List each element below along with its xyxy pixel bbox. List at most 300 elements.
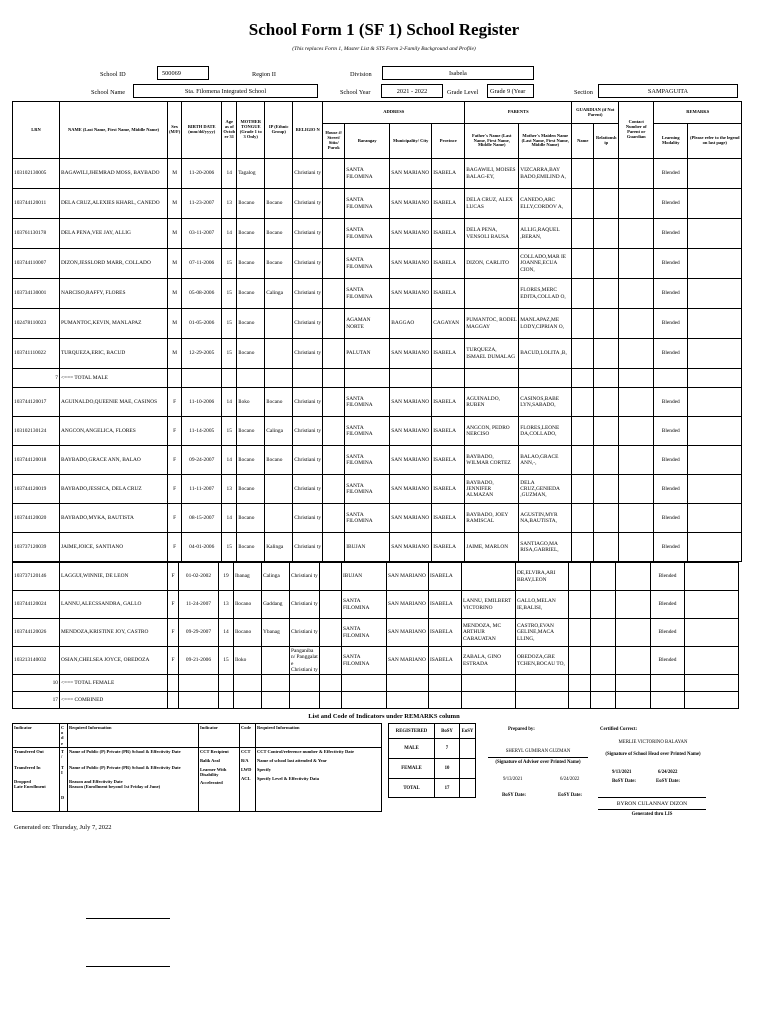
- cell-religion: Christiani ty: [293, 388, 323, 417]
- total-label: <=== TOTAL MALE: [60, 369, 168, 388]
- empty-cell: [219, 675, 234, 692]
- cell-contact: [619, 279, 654, 309]
- cell-lrn: 103744120024: [13, 591, 60, 619]
- cell-remarks: [688, 417, 742, 446]
- cell-birth: 07-11-2006: [182, 249, 222, 279]
- cell-lrn: 103737120146: [13, 563, 60, 591]
- empty-cell: [237, 369, 265, 388]
- cell-ip: [265, 339, 293, 369]
- counts-total-eosy: [460, 779, 476, 798]
- cell-mother: CASINOS,BABE LYN,SABADO,: [519, 388, 572, 417]
- ind-req-to: Name of Public (P) Private (PR) School & Effectivity Date: [69, 748, 181, 754]
- cell-g-name: [569, 619, 591, 647]
- cell-tongue: Ilocano: [237, 249, 265, 279]
- cell-modality: Blended: [654, 309, 688, 339]
- cell-contact: [619, 388, 654, 417]
- col-modality: Learning Modality: [654, 124, 688, 159]
- cell-birth: 01-05-2006: [182, 309, 222, 339]
- cell-lrn: 103744110007: [13, 249, 60, 279]
- cell-remarks: [685, 563, 739, 591]
- ind-code-cct: CCT: [241, 748, 251, 754]
- cell-lrn: 103734130001: [13, 279, 60, 309]
- cell-municipality: SAN MARIANO: [387, 563, 429, 591]
- counts-bosy-label: BoSY: [435, 724, 460, 739]
- cell-g-name: [569, 563, 591, 591]
- cell-name: PUMANTOC,KEVIN, MANLAPAZ: [60, 309, 168, 339]
- grade-level-label: Grade Level: [447, 89, 479, 96]
- cell-province: ISABELA: [432, 279, 465, 309]
- cell-remarks: [685, 619, 739, 647]
- empty-cell: [594, 369, 619, 388]
- cell-sex: F: [168, 446, 182, 475]
- cell-tongue: Ilocano: [234, 619, 262, 647]
- grade-level-value: Grade 9 (Year: [487, 84, 534, 98]
- student-row: [13, 563, 739, 591]
- student-row: [13, 189, 742, 219]
- ind-req-ti: Name of Public (P) Private (PR) School & Effectivity Date: [69, 764, 181, 770]
- cell-ip: Kalinga: [265, 533, 293, 562]
- empty-cell: [219, 692, 234, 709]
- cell-barangay: IBUJAN: [345, 533, 390, 562]
- total-row: [13, 675, 739, 692]
- col-age: Age as of Octob er 31: [222, 102, 237, 159]
- ind-accelerated: Accelerated: [200, 779, 223, 785]
- col-mother: Mother's Maiden Name (Last Name, First Name, Middle Name): [519, 124, 572, 159]
- cell-remarks: [688, 249, 742, 279]
- ind-h-required: Required Information: [68, 724, 199, 748]
- cell-barangay: SANTA FILOMINA: [342, 591, 387, 619]
- empty-cell: [465, 369, 519, 388]
- cell-sex: F: [168, 647, 179, 675]
- cell-ip: [265, 475, 293, 504]
- region-label: Region II: [252, 71, 276, 78]
- cell-birth: 05-08-2006: [182, 279, 222, 309]
- cell-ip: Ybanag: [262, 619, 290, 647]
- cell-religion: Christiani ty: [293, 249, 323, 279]
- cell-tongue: Ilocano: [237, 339, 265, 369]
- cell-tongue: Ilocano: [237, 309, 265, 339]
- cell-name: AGUINALDO,QUEENIE MAE, CASINOS: [60, 388, 168, 417]
- cell-barangay: SANTA FILOMINA: [342, 619, 387, 647]
- cell-g-name: [572, 339, 594, 369]
- ind-h-indicator: Indicator: [13, 724, 60, 748]
- cell-mother: DE,ELVIRA,ARI BBAY,LEON: [516, 563, 569, 591]
- cell-religion: Christiani ty: [290, 591, 320, 619]
- cell-birth: 04-01-2006: [182, 533, 222, 562]
- cell-father: DELA CRUZ, ALEX LUCAS: [465, 189, 519, 219]
- empty-cell: [619, 369, 654, 388]
- cell-province: ISABELA: [429, 619, 462, 647]
- cell-modality: Blended: [651, 619, 685, 647]
- ind-col1: [13, 747, 60, 811]
- cell-mother: OBEDOZA,GRE TCHEN,BOCAU TO,: [516, 647, 569, 675]
- cell-contact: [619, 159, 654, 189]
- cell-mother: BACUD,LOLITA ,B,: [519, 339, 572, 369]
- cell-house: [320, 619, 342, 647]
- cell-mother: AGUSTIN,MYR NA,BAUTISTA,: [519, 504, 572, 533]
- cell-municipality: SAN MARIANO: [390, 249, 432, 279]
- cell-religion-1: Panganiba n/ Panggalat e: [291, 648, 318, 667]
- cell-religion: Christiani ty: [293, 446, 323, 475]
- cell-remarks: [688, 446, 742, 475]
- cell-birth: 11-14-2005: [182, 417, 222, 446]
- division-label: Division: [350, 71, 372, 78]
- cell-g-name: [572, 533, 594, 562]
- col-contact: Contact Number of Parent or Guardian: [619, 102, 654, 159]
- cell-house: [323, 219, 345, 249]
- cell-contact: [619, 339, 654, 369]
- cell-municipality: SAN MARIANO: [390, 475, 432, 504]
- ind-h-code: C o d e: [60, 724, 68, 748]
- cell-barangay: SANTA FILOMINA: [342, 647, 387, 675]
- cell-age: 15: [222, 339, 237, 369]
- student-row: [13, 619, 739, 647]
- school-id-value: 500069: [157, 66, 209, 80]
- cell-province: CAGAYAN: [432, 309, 465, 339]
- cell-sex: M: [168, 189, 182, 219]
- cell-g-rel: [594, 446, 619, 475]
- school-head-caption: (Signature of School Head over Printed Name): [605, 752, 701, 757]
- cell-age: 14: [222, 504, 237, 533]
- col-municipality: Municipality/ City: [390, 124, 432, 159]
- counts-eosy-label: EoSY: [460, 724, 476, 739]
- cell-barangay: SANTA FILOMINA: [345, 504, 390, 533]
- ind-code-ba: B/A: [241, 757, 249, 763]
- ind-col5: [240, 747, 256, 811]
- cell-contact: [619, 504, 654, 533]
- ind-col3: [68, 747, 199, 811]
- cell-municipality: SAN MARIANO: [390, 159, 432, 189]
- ind-req-d: Reason and Effectivity Date: [69, 778, 123, 784]
- cell-barangay: SANTA FILOMINA: [345, 219, 390, 249]
- cell-province: ISABELA: [432, 533, 465, 562]
- ind-h-indicator2: Indicator: [199, 724, 240, 748]
- cell-modality: Blended: [654, 339, 688, 369]
- cell-age: 15: [222, 279, 237, 309]
- student-row: [13, 339, 742, 369]
- cell-lrn: 103744120019: [13, 475, 60, 504]
- cell-province: ISABELA: [432, 219, 465, 249]
- cell-mother: FLORES,LEONE DA,COLLADO,: [519, 417, 572, 446]
- cell-municipality: SAN MARIANO: [390, 219, 432, 249]
- ind-late-enrollment: Late Enrollment: [14, 783, 46, 789]
- cell-mother: FLORES,MERC EDITA,COLLAD O,: [519, 279, 572, 309]
- empty-cell: [651, 692, 685, 709]
- cell-religion: Christiani ty: [293, 309, 323, 339]
- cell-barangay: PALUTAN: [345, 339, 390, 369]
- cell-age: 15: [222, 249, 237, 279]
- cell-birth: 09-21-2006: [179, 647, 219, 675]
- cell-religion-2: Christiani ty: [291, 666, 318, 673]
- empty-cell: [168, 675, 179, 692]
- cell-house: [323, 388, 345, 417]
- cell-house: [323, 279, 345, 309]
- school-year-label: School Year: [340, 89, 371, 96]
- cell-sex: F: [168, 619, 179, 647]
- total-count: 7: [13, 369, 60, 388]
- cell-name: JAIME,JOICE, SANTIANO: [60, 533, 168, 562]
- counts-male-label: MALE: [389, 739, 435, 759]
- cell-remarks: [688, 475, 742, 504]
- cell-g-rel: [591, 591, 616, 619]
- cell-ip: Calinga: [262, 563, 290, 591]
- cell-religion: Christiani ty: [293, 339, 323, 369]
- adviser-caption: (Signature of Adviser over Printed Name): [495, 760, 581, 765]
- cell-sex: F: [168, 504, 182, 533]
- register-table-continued: [12, 562, 739, 709]
- cell-mother: CANEDO,ARC ELLY,CORDOV A,: [519, 189, 572, 219]
- counts-registered-label: REGISTERED: [389, 724, 435, 739]
- student-row: [13, 388, 742, 417]
- student-row: [13, 591, 739, 619]
- cell-age: 13: [222, 189, 237, 219]
- cell-contact: [619, 249, 654, 279]
- cell-father: DELA PENA, VENSOLI BAUSA: [465, 219, 519, 249]
- cell-ip: Ilocano: [265, 189, 293, 219]
- cell-tongue: Ilocano: [237, 533, 265, 562]
- cell-tongue: Ilocano: [237, 219, 265, 249]
- cell-birth: 01-02-2002: [179, 563, 219, 591]
- cell-contact: [619, 475, 654, 504]
- cell-birth: 09-29-2007: [179, 619, 219, 647]
- adviser-name: SHERYL GUMIRAN GUZMAN: [505, 749, 571, 754]
- cell-remarks: [688, 279, 742, 309]
- cell-municipality: SAN MARIANO: [390, 446, 432, 475]
- cell-house: [323, 159, 345, 189]
- cell-mother: GALLO,MELAN IE,BALISI,: [516, 591, 569, 619]
- ind-code-lwd: LWD: [241, 766, 252, 772]
- total-label: <=== TOTAL FEMALE: [60, 675, 168, 692]
- empty-cell: [685, 692, 739, 709]
- cell-lrn: 103744120018: [13, 446, 60, 475]
- cell-ip: [265, 159, 293, 189]
- cell-father: AGUINALDO, RUBEN: [465, 388, 519, 417]
- cell-tongue: Ibanag: [234, 563, 262, 591]
- empty-cell: [516, 692, 569, 709]
- cell-sex: M: [168, 159, 182, 189]
- cell-modality: Blended: [654, 249, 688, 279]
- student-row: [13, 475, 742, 504]
- cell-tongue: Tagalog: [237, 159, 265, 189]
- cell-g-rel: [594, 249, 619, 279]
- cell-religion: Christiani ty: [293, 219, 323, 249]
- cell-province: ISABELA: [432, 388, 465, 417]
- blank-line-2: [86, 966, 170, 967]
- empty-cell: [651, 675, 685, 692]
- adviser-bosy-label: BoSY Date:: [502, 793, 526, 798]
- ind-balik-aral: Balik Aral: [200, 757, 220, 763]
- total-count: 10: [13, 675, 60, 692]
- ind-h-required2: Required Information: [256, 724, 382, 748]
- cell-father: [462, 563, 516, 591]
- cell-mother: COLLADO,MAR IE JOANNE,ECUA CION,: [519, 249, 572, 279]
- empty-cell: [262, 692, 290, 709]
- cell-remarks: [688, 504, 742, 533]
- cell-modality: Blended: [654, 417, 688, 446]
- cell-name: DIZON,JESSLORD MARR, COLLADO: [60, 249, 168, 279]
- cell-house: [323, 309, 345, 339]
- cell-tongue: Ilocano: [234, 591, 262, 619]
- ind-transfered-out: Transfered Out: [14, 748, 44, 754]
- cell-house: [323, 339, 345, 369]
- cell-sex: M: [168, 219, 182, 249]
- cell-mother: BALAO,GRACE ANN,-,: [519, 446, 572, 475]
- cell-g-rel: [594, 388, 619, 417]
- cell-tongue: Ilocano: [237, 446, 265, 475]
- cell-mother: VIZCARRA,BAY BADO,EMILIND A,: [519, 159, 572, 189]
- cell-birth: 11-10-2006: [182, 388, 222, 417]
- cell-barangay: SANTA FILOMINA: [345, 159, 390, 189]
- student-row: [13, 446, 742, 475]
- ind-code-acl: ACL: [241, 775, 251, 781]
- empty-cell: [179, 675, 219, 692]
- cell-barangay: SANTA FILOMINA: [345, 417, 390, 446]
- empty-cell: [182, 369, 222, 388]
- cell-modality: Blended: [654, 279, 688, 309]
- cell-sex: M: [168, 279, 182, 309]
- cell-g-rel: [594, 309, 619, 339]
- student-row: [13, 249, 742, 279]
- cell-modality: Blended: [654, 475, 688, 504]
- empty-cell: [688, 369, 742, 388]
- cell-religion: Christiani ty: [293, 533, 323, 562]
- adviser-eosy-label: EoSY Date:: [558, 793, 582, 798]
- cell-g-rel: [594, 533, 619, 562]
- empty-cell: [293, 369, 323, 388]
- cell-religion: [290, 647, 320, 675]
- cell-province: ISABELA: [432, 475, 465, 504]
- cell-modality: Blended: [654, 504, 688, 533]
- cell-barangay: SANTA FILOMINA: [345, 279, 390, 309]
- cell-province: ISABELA: [432, 446, 465, 475]
- cell-ip: [262, 647, 290, 675]
- cell-name: ANGCON,ANGELICA, FLORES: [60, 417, 168, 446]
- cell-house: [323, 446, 345, 475]
- cell-house: [323, 475, 345, 504]
- counts-male-eosy: [460, 739, 476, 759]
- certified-correct-label: Certified Correct:: [600, 727, 638, 732]
- cell-name: BAYBADO,GRACE ANN, BALAO: [60, 446, 168, 475]
- cell-house: [323, 417, 345, 446]
- cell-g-name: [572, 159, 594, 189]
- empty-cell: [569, 692, 591, 709]
- student-row: [13, 309, 742, 339]
- cell-barangay: SANTA FILOMINA: [345, 189, 390, 219]
- empty-cell: [616, 692, 651, 709]
- empty-cell: [265, 369, 293, 388]
- cell-religion: Christiani ty: [293, 417, 323, 446]
- ind-transfered-in: Transfered In: [14, 764, 41, 770]
- cell-modality: Blended: [654, 533, 688, 562]
- cell-municipality: SAN MARIANO: [390, 504, 432, 533]
- empty-cell: [387, 675, 429, 692]
- cell-name: LANNU,ALECSSANDRA, GALLO: [60, 591, 168, 619]
- cell-contact: [616, 647, 651, 675]
- col-sex: Sex (M/F): [168, 102, 182, 159]
- head-eosy-label: EoSY Date:: [656, 779, 680, 784]
- cell-father: DIZON, CARLITO: [465, 249, 519, 279]
- school-year-value: 2021 - 2022: [381, 84, 443, 98]
- cell-house: [323, 189, 345, 219]
- cell-religion: Christiani ty: [293, 475, 323, 504]
- cell-lrn: 103761130178: [13, 219, 60, 249]
- empty-cell: [516, 675, 569, 692]
- cell-father: BAYBADO, JOEY RAMISCAL: [465, 504, 519, 533]
- cell-name: DELA CRUZ,ALEXIES KHARL, CANEDO: [60, 189, 168, 219]
- cell-lrn: 103741110022: [13, 339, 60, 369]
- cell-contact: [616, 619, 651, 647]
- empty-cell: [462, 675, 516, 692]
- empty-cell: [654, 369, 688, 388]
- cell-municipality: SAN MARIANO: [390, 417, 432, 446]
- cell-tongue: Ilocano: [237, 279, 265, 309]
- cell-name: BAYBADO,MYKA, BAUTISTA: [60, 504, 168, 533]
- empty-cell: [262, 675, 290, 692]
- cell-birth: 12-29-2005: [182, 339, 222, 369]
- ind-col4: [199, 747, 240, 811]
- cell-ip: Calinga: [265, 417, 293, 446]
- cell-father: JAIME, MARLON: [465, 533, 519, 562]
- generated-thru-lis: Generated thru LIS: [631, 812, 673, 817]
- cell-modality: Blended: [651, 647, 685, 675]
- cell-g-name: [569, 591, 591, 619]
- cell-house: [323, 533, 345, 562]
- cell-g-name: [572, 309, 594, 339]
- cell-g-rel: [594, 475, 619, 504]
- cell-municipality: SAN MARIANO: [390, 189, 432, 219]
- cell-municipality: SAN MARIANO: [387, 647, 429, 675]
- cell-birth: 09-24-2007: [182, 446, 222, 475]
- generator-name: BYRON CULANNAY DIZON: [616, 801, 688, 807]
- cell-barangay: SANTA FILOMINA: [345, 388, 390, 417]
- student-row: [13, 159, 742, 189]
- indicators-table: [12, 723, 382, 812]
- cell-tongue: Ilocano: [237, 475, 265, 504]
- cell-remarks: [688, 339, 742, 369]
- cell-tongue: Iloko: [237, 388, 265, 417]
- cell-barangay: IBUJAN: [342, 563, 387, 591]
- cell-barangay: SANTA FILOMINA: [345, 446, 390, 475]
- cell-province: ISABELA: [432, 504, 465, 533]
- student-row: [13, 504, 742, 533]
- adviser-bosy-date: 9/13/2021: [503, 777, 523, 782]
- cell-name: NARCISO,RAFFY, FLORES: [60, 279, 168, 309]
- ind-req-cct: CCT Control/reference number & Effectivity Date: [257, 748, 354, 754]
- counts-total-value: 17: [435, 779, 460, 798]
- cell-sex: F: [168, 475, 182, 504]
- generator-top-line: [598, 797, 706, 798]
- cell-religion: Christiani ty: [293, 159, 323, 189]
- cell-father: BAYBADO, JENNIFER ALMAZAN: [465, 475, 519, 504]
- empty-cell: [569, 675, 591, 692]
- generator-signature-line: [598, 809, 706, 810]
- cell-mother: CASTRO,EVAN GELINE,MACA LLING,: [516, 619, 569, 647]
- blank-line-1: [86, 918, 170, 919]
- cell-father: BAGAWILI, MOISES BALAG-EY,: [465, 159, 519, 189]
- empty-cell: [342, 692, 387, 709]
- col-address: ADDRESS: [323, 102, 465, 124]
- cell-contact: [619, 533, 654, 562]
- cell-ip: [265, 309, 293, 339]
- cell-lrn: 103102130124: [13, 417, 60, 446]
- ind-code-d: D: [61, 794, 65, 800]
- empty-cell: [234, 692, 262, 709]
- cell-age: 15: [222, 533, 237, 562]
- cell-lrn: 103102130005: [13, 159, 60, 189]
- empty-cell: [685, 675, 739, 692]
- cell-name: MENDOZA,KRISTINE JOY, CASTRO: [60, 619, 168, 647]
- cell-contact: [619, 189, 654, 219]
